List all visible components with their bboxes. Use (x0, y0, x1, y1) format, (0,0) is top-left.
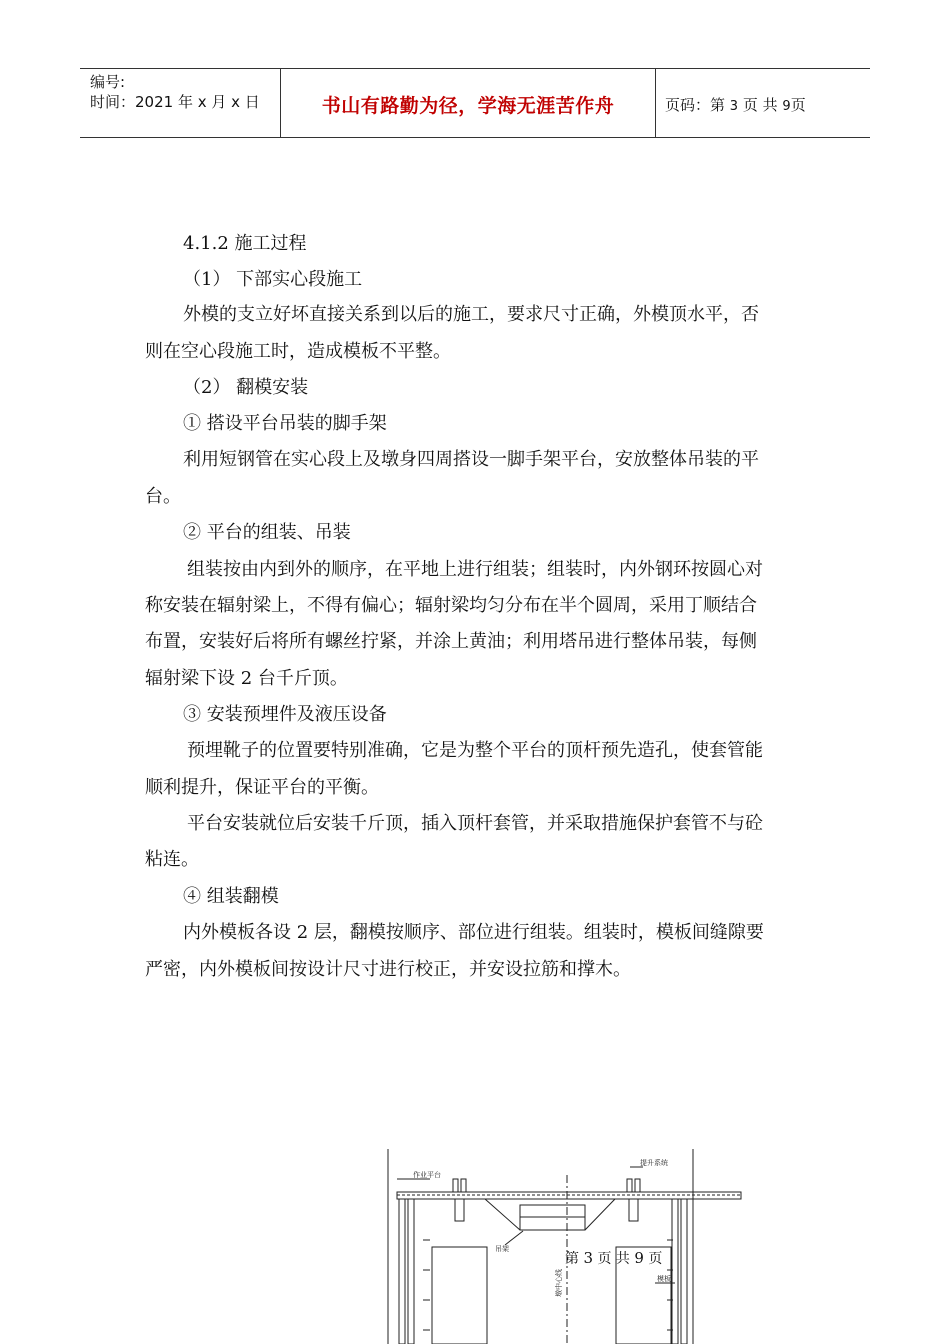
label-formwork: 模板 (657, 1275, 671, 1283)
header-page-cell (655, 69, 870, 137)
code-label: 编号: (90, 73, 126, 91)
jack-left-body (455, 1199, 464, 1221)
paragraph-line: 粘连。 (145, 849, 199, 870)
footer-current: 3 (583, 1249, 593, 1267)
page-info (665, 94, 806, 115)
paragraph-line: 预埋靴子的位置要特别准确，它是为整个平台的顶杆预先造孔，使套管能 (187, 740, 763, 761)
wall-left-outer (399, 1199, 405, 1344)
label-lift-system: 提升系统 (640, 1159, 668, 1167)
wall-right-outer (681, 1199, 687, 1344)
paragraph-line: 顺利提升，保证平台的平衡。 (145, 777, 379, 798)
jack-right-body (629, 1199, 638, 1221)
label-platform: 作业平台 (413, 1171, 441, 1179)
paragraph-line: 组装按由内到外的顺序，在平地上进行组装；组装时，内外钢环按圆心对 (187, 559, 763, 580)
paragraph-line: 台。 (145, 486, 181, 507)
label-hanger: 吊架 (495, 1245, 509, 1253)
time-line (90, 91, 260, 112)
footer-a: 第 (565, 1251, 579, 1267)
header-meta-cell (80, 69, 280, 137)
paragraph-line: 平台安装就位后安装千斤顶，插入顶杆套管，并采取措施保护套管不与砼 (187, 813, 763, 834)
jack-left-a (453, 1179, 458, 1192)
page-label: 页码：第 (665, 96, 726, 114)
hollow-left (432, 1247, 487, 1344)
paragraph-line: 内外模板各设 2 层，翻模按顺序、部位进行组装。组装时，模板间缝隙要 (183, 922, 764, 943)
subheading-2: （2） 翻模安装 (183, 377, 309, 398)
leader-hanger (505, 1231, 523, 1245)
page-current: 3 (729, 99, 739, 114)
paragraph-line: 严密，内外模板间按设计尺寸进行校正，并安设拉筋和撑木。 (145, 959, 631, 980)
jack-right-b (635, 1179, 640, 1192)
figure-page-footer (565, 1248, 662, 1268)
paragraph-line: 利用短钢管在实心段上及墩身四周搭设一脚手架平台，安放整体吊装的平 (183, 449, 759, 470)
step-heading-4: ④ 组装翻模 (183, 886, 279, 907)
step-heading-1: ① 搭设平台吊装的脚手架 (183, 413, 387, 434)
page-end: 页 (790, 96, 806, 114)
time-label: 时间： (90, 93, 136, 111)
wall-left-inner (408, 1199, 414, 1344)
footer-c: 页 (648, 1251, 663, 1267)
page-mid: 页 共 (742, 96, 778, 114)
page-total: 9 (782, 99, 791, 114)
footer-total: 9 (634, 1249, 644, 1267)
header-motto-cell (280, 69, 656, 137)
paragraph-line: 称安装在辐射梁上，不得有偏心；辐射梁均匀分布在半个圆周，采用丁顺结合 (145, 595, 757, 616)
section-heading: 4.1.2 施工过程 (183, 233, 307, 254)
truss-right (585, 1199, 615, 1230)
jack-left-b (461, 1179, 466, 1192)
paragraph-line: 外模的支立好坏直接关系到以后的施工，要求尺寸正确，外模顶水平，否 (183, 304, 759, 325)
formwork-diagram (375, 1145, 760, 1344)
label-centerline: 墩中心线 (555, 1269, 563, 1297)
document-header (80, 68, 870, 138)
paragraph-line: 布置，安装好后将所有螺丝拧紧，并涂上黄油；利用塔吊进行整体吊装，每侧 (145, 631, 757, 652)
step-heading-3: ③ 安装预埋件及液压设备 (183, 704, 387, 725)
step-heading-2: ② 平台的组装、吊装 (183, 522, 351, 543)
footer-b: 页 共 (597, 1251, 630, 1267)
subheading-1: （1） 下部实心段施工 (183, 269, 363, 290)
paragraph-line: 辐射梁下设 2 台千斤顶。 (145, 668, 348, 689)
motto: 书山有路勤为径，学海无涯苦作舟 (321, 95, 615, 117)
jack-right-a (627, 1179, 632, 1192)
truss-left (485, 1199, 520, 1230)
time-value: 2021 年 x 月 x 日 (135, 93, 260, 111)
paragraph-line: 则在空心段施工时，造成模板不平整。 (145, 341, 451, 362)
wall-right-inner (672, 1199, 678, 1344)
